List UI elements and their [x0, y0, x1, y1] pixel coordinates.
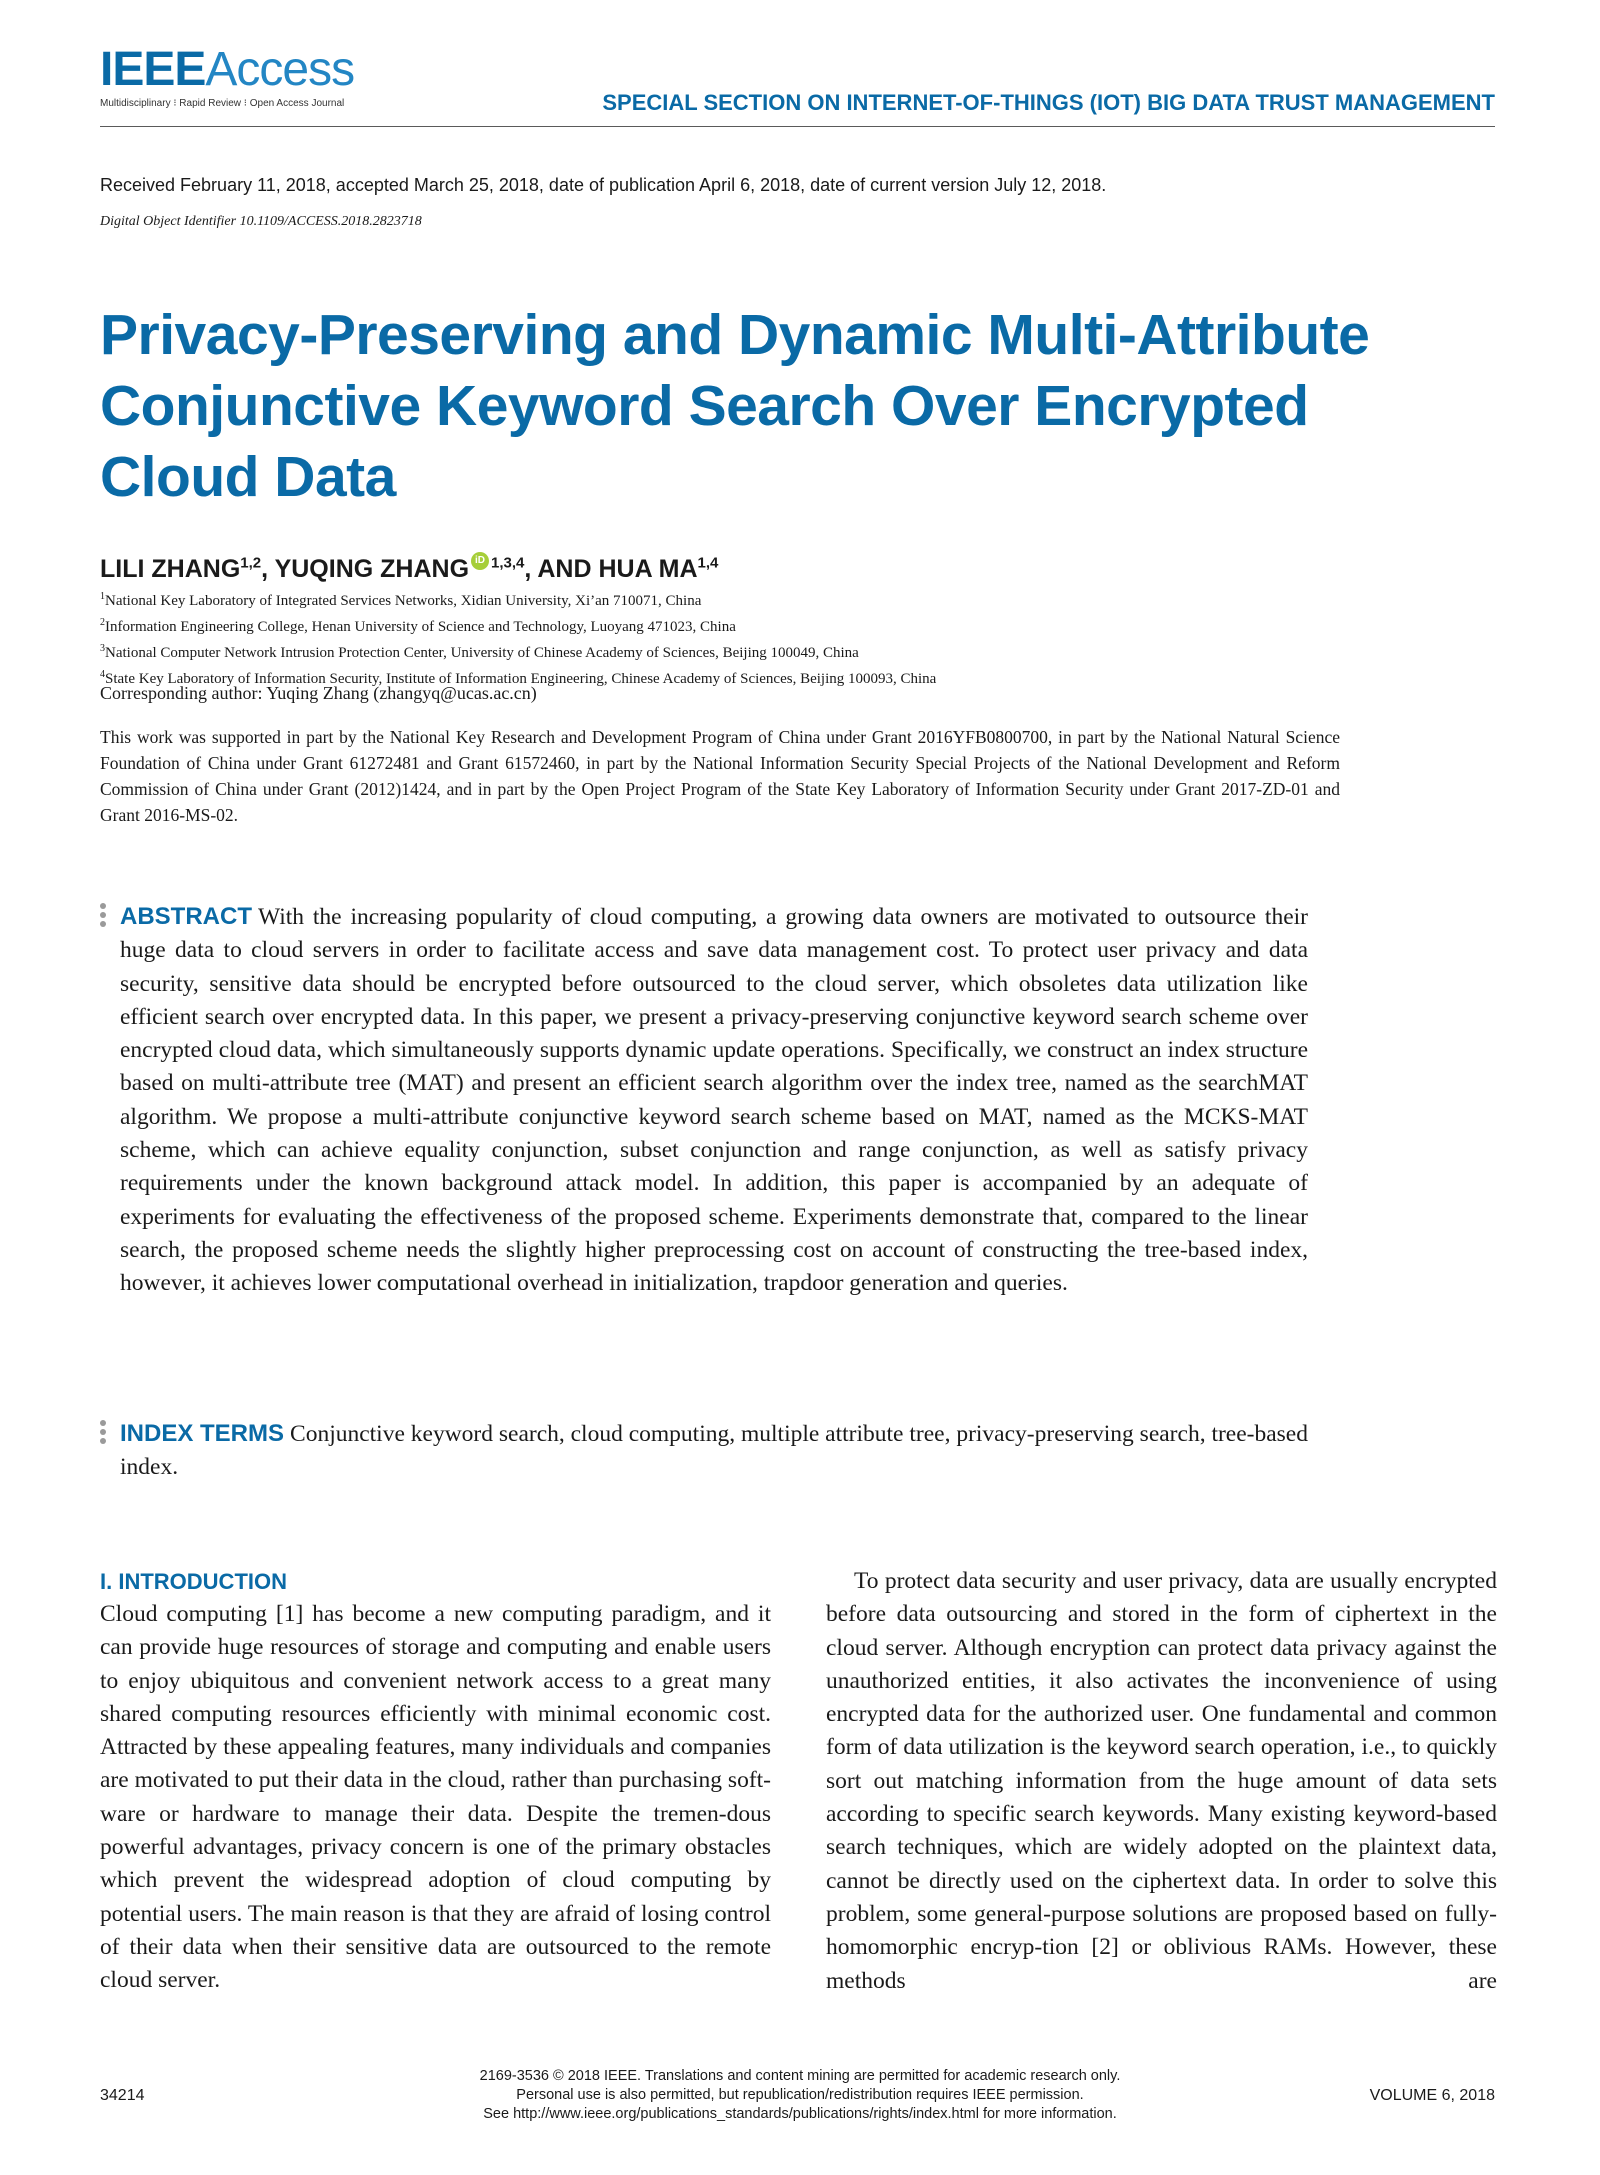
index-terms-label: INDEX TERMS — [120, 1420, 285, 1447]
affiliation-item: $^3$National Computer Network Intrusion Protection Center, University of Chinese Academy of Sciences, Beijing 100049, China — [100, 643, 859, 661]
copyright-notice: 2169-3536 © 2018 IEEE. Translations and content mining are permitted for academic research only. Personal use is also permitted, but republication/redistribution requires IEEE permission. See http://www.ieee.org/publications_standards/publications/rights/index.html for more information. — [400, 2067, 1200, 2124]
index-terms-text: Conjunctive keyword search, cloud computing, multiple attribute tree, privacy-preserving search, tree-based index. — [120, 1421, 1308, 1481]
author-name: LILI ZHANG — [100, 555, 241, 583]
abstract-marker-icon — [100, 903, 108, 930]
special-section-title: SPECIAL SECTION ON INTERNET-OF-THINGS (IOT) BIG DATA TRUST MANAGEMENT — [602, 90, 1495, 115]
affiliation-item: $^4$State Key Laboratory of Information Security, Institute of Information Engineering, Chinese Academy of Sciences, Beijing 100093, China — [100, 669, 937, 687]
author-affiliation-marks: 1,2 — [240, 554, 262, 572]
ieee-access-logo — [100, 44, 354, 109]
intro-paragraph: Cloud computing [1] has become a new computing paradigm, and it can provide huge resources of storage and computing and enable users to enjoy ubiquitous and convenient network access to a great many shared computing resources efficiently with minimal economic cost. Attracted by these appealing features, many individuals and companies are motivated to put their data in the cloud, rather than purchasing soft-ware or hardware to manage their data. Despite the tremen-dous powerful advantages, privacy concern is one of the primary obstacles which prevent the widespread adoption of cloud computing by potential users. The main reason is that they are afraid of losing control of their data when their sensitive data are outsourced to the remote cloud server. — [100, 1601, 771, 1994]
index-terms-marker-icon — [100, 1420, 108, 1447]
paper-title: Privacy-Preserving and Dynamic Multi-Attribute Conjunctive Keyword Search Over Encrypted Cloud Data — [100, 303, 1370, 509]
intro-paragraph: To protect data security and user privacy, data are usually encrypted before data outsourcing and stored in the form of ciphertext in the cloud server. Although encryption can protect data privacy against the unauthorized entities, it also activates the inconvenience of using encrypted data for the authorized user. One fundamental and common form of data utilization is the keyword search operation, i.e., to quickly sort out matching information from the huge amount of data sets according to specific search keywords. Many existing keyword-based search techniques, which are widely adopted on the plaintext data, cannot be directly used on the ciphertext data. In order to solve this problem, some general-purpose solutions are proposed based on fully-homomorphic encryp-tion [2] or oblivious RAMs. However, these methods are — [826, 1568, 1497, 1994]
rights-link[interactable]: See http://www.ieee.org/publications_standards/publications/rights/index.html for more information. — [483, 2106, 1117, 2122]
abstract-section — [120, 900, 1308, 1301]
page-number: 34214 — [100, 2087, 145, 2104]
author-affiliation-marks: 1,4 — [697, 554, 719, 572]
doi-line: Digital Object Identifier 10.1109/ACCESS.2018.2823718 — [100, 214, 422, 229]
funding-statement: This work was supported in part by the National Key Research and Development Program of China under Grant 2016YFB0800700, in part by the National Natural Science Foundation of China under Grant 61272481 and Grant 61572460, in part by the National Information Security Special Projects of the National Development and Reform Commission of China under Grant (2012)1424, and in part by the Open Project Program of the State Key Laboratory of Information Security under Grant 2017-ZD-01 and Grant 2016-MS-02. — [100, 727, 1340, 825]
corresponding-author: Corresponding author: Yuqing Zhang (zhangyq@ucas.ac.cn) — [100, 683, 537, 703]
received-dates: Received February 11, 2018, accepted March 25, 2018, date of publication April 6, 2018, date of current version July 12, 2018. — [100, 175, 1107, 195]
logo-tagline: Multidisciplinary ⁝ Rapid Review ⁝ Open Access Journal — [100, 98, 345, 109]
affiliation-list — [100, 586, 936, 690]
author-list — [100, 552, 718, 584]
author-name: HUA MA — [598, 555, 698, 583]
section-heading-introduction: I. INTRODUCTION — [100, 1569, 287, 1594]
logo-wordmark: IEEEAccess — [100, 43, 355, 96]
author-separator: , — [261, 555, 275, 583]
header-divider — [100, 126, 1495, 127]
abstract-text: With the increasing popularity of cloud computing, a growing data owners are motivated to outsource their huge data to cloud servers in order to facilitate access and save data management cost. To protect user privacy and data security, sensitive data should be encrypted before outsourced to the cloud server, which obsoletes data utilization like efficient search over encrypted data. In this paper, we present a privacy-preserving conjunctive keyword search scheme over encrypted cloud data, which simultaneously supports dynamic update operations. Specifically, we construct an index structure based on multi-attribute tree (MAT) and present an efficient search algorithm over the index tree, named as the searchMAT algorithm. We propose a multi-attribute conjunctive keyword search scheme based on MAT, named as the MCKS-MAT scheme, which can achieve equality conjunction, subset conjunction and range conjunction, as well as satisfy privacy requirements under the known background attack model. In addition, this paper is accompanied by an adequate of experiments for evaluating the effectiveness of the proposed scheme. Experiments demonstrate that, compared to the linear search, the proposed scheme needs the slightly higher preprocessing cost on account of constructing the tree-based index, however, it achieves lower computational overhead in initialization, trapdoor generation and queries. — [120, 904, 1308, 1297]
volume-label: VOLUME 6, 2018 — [1369, 2087, 1495, 2104]
affiliation-item: $^1$National Key Laboratory of Integrated Services Networks, Xidian University, Xi’an 710071, China — [100, 591, 702, 609]
right-column — [826, 1565, 1497, 1998]
author-separator: , AND — [524, 555, 599, 583]
author-affiliation-marks: 1,3,4 — [491, 554, 525, 572]
orcid-icon[interactable]: iD — [471, 552, 489, 570]
author-name: YUQING ZHANG — [274, 555, 470, 583]
index-terms-section — [120, 1417, 1308, 1485]
affiliation-item: $^2$Information Engineering College, Henan University of Science and Technology, Luoyang 471023, China — [100, 617, 736, 635]
abstract-label: ABSTRACT — [120, 903, 252, 930]
left-column — [100, 1565, 771, 1998]
